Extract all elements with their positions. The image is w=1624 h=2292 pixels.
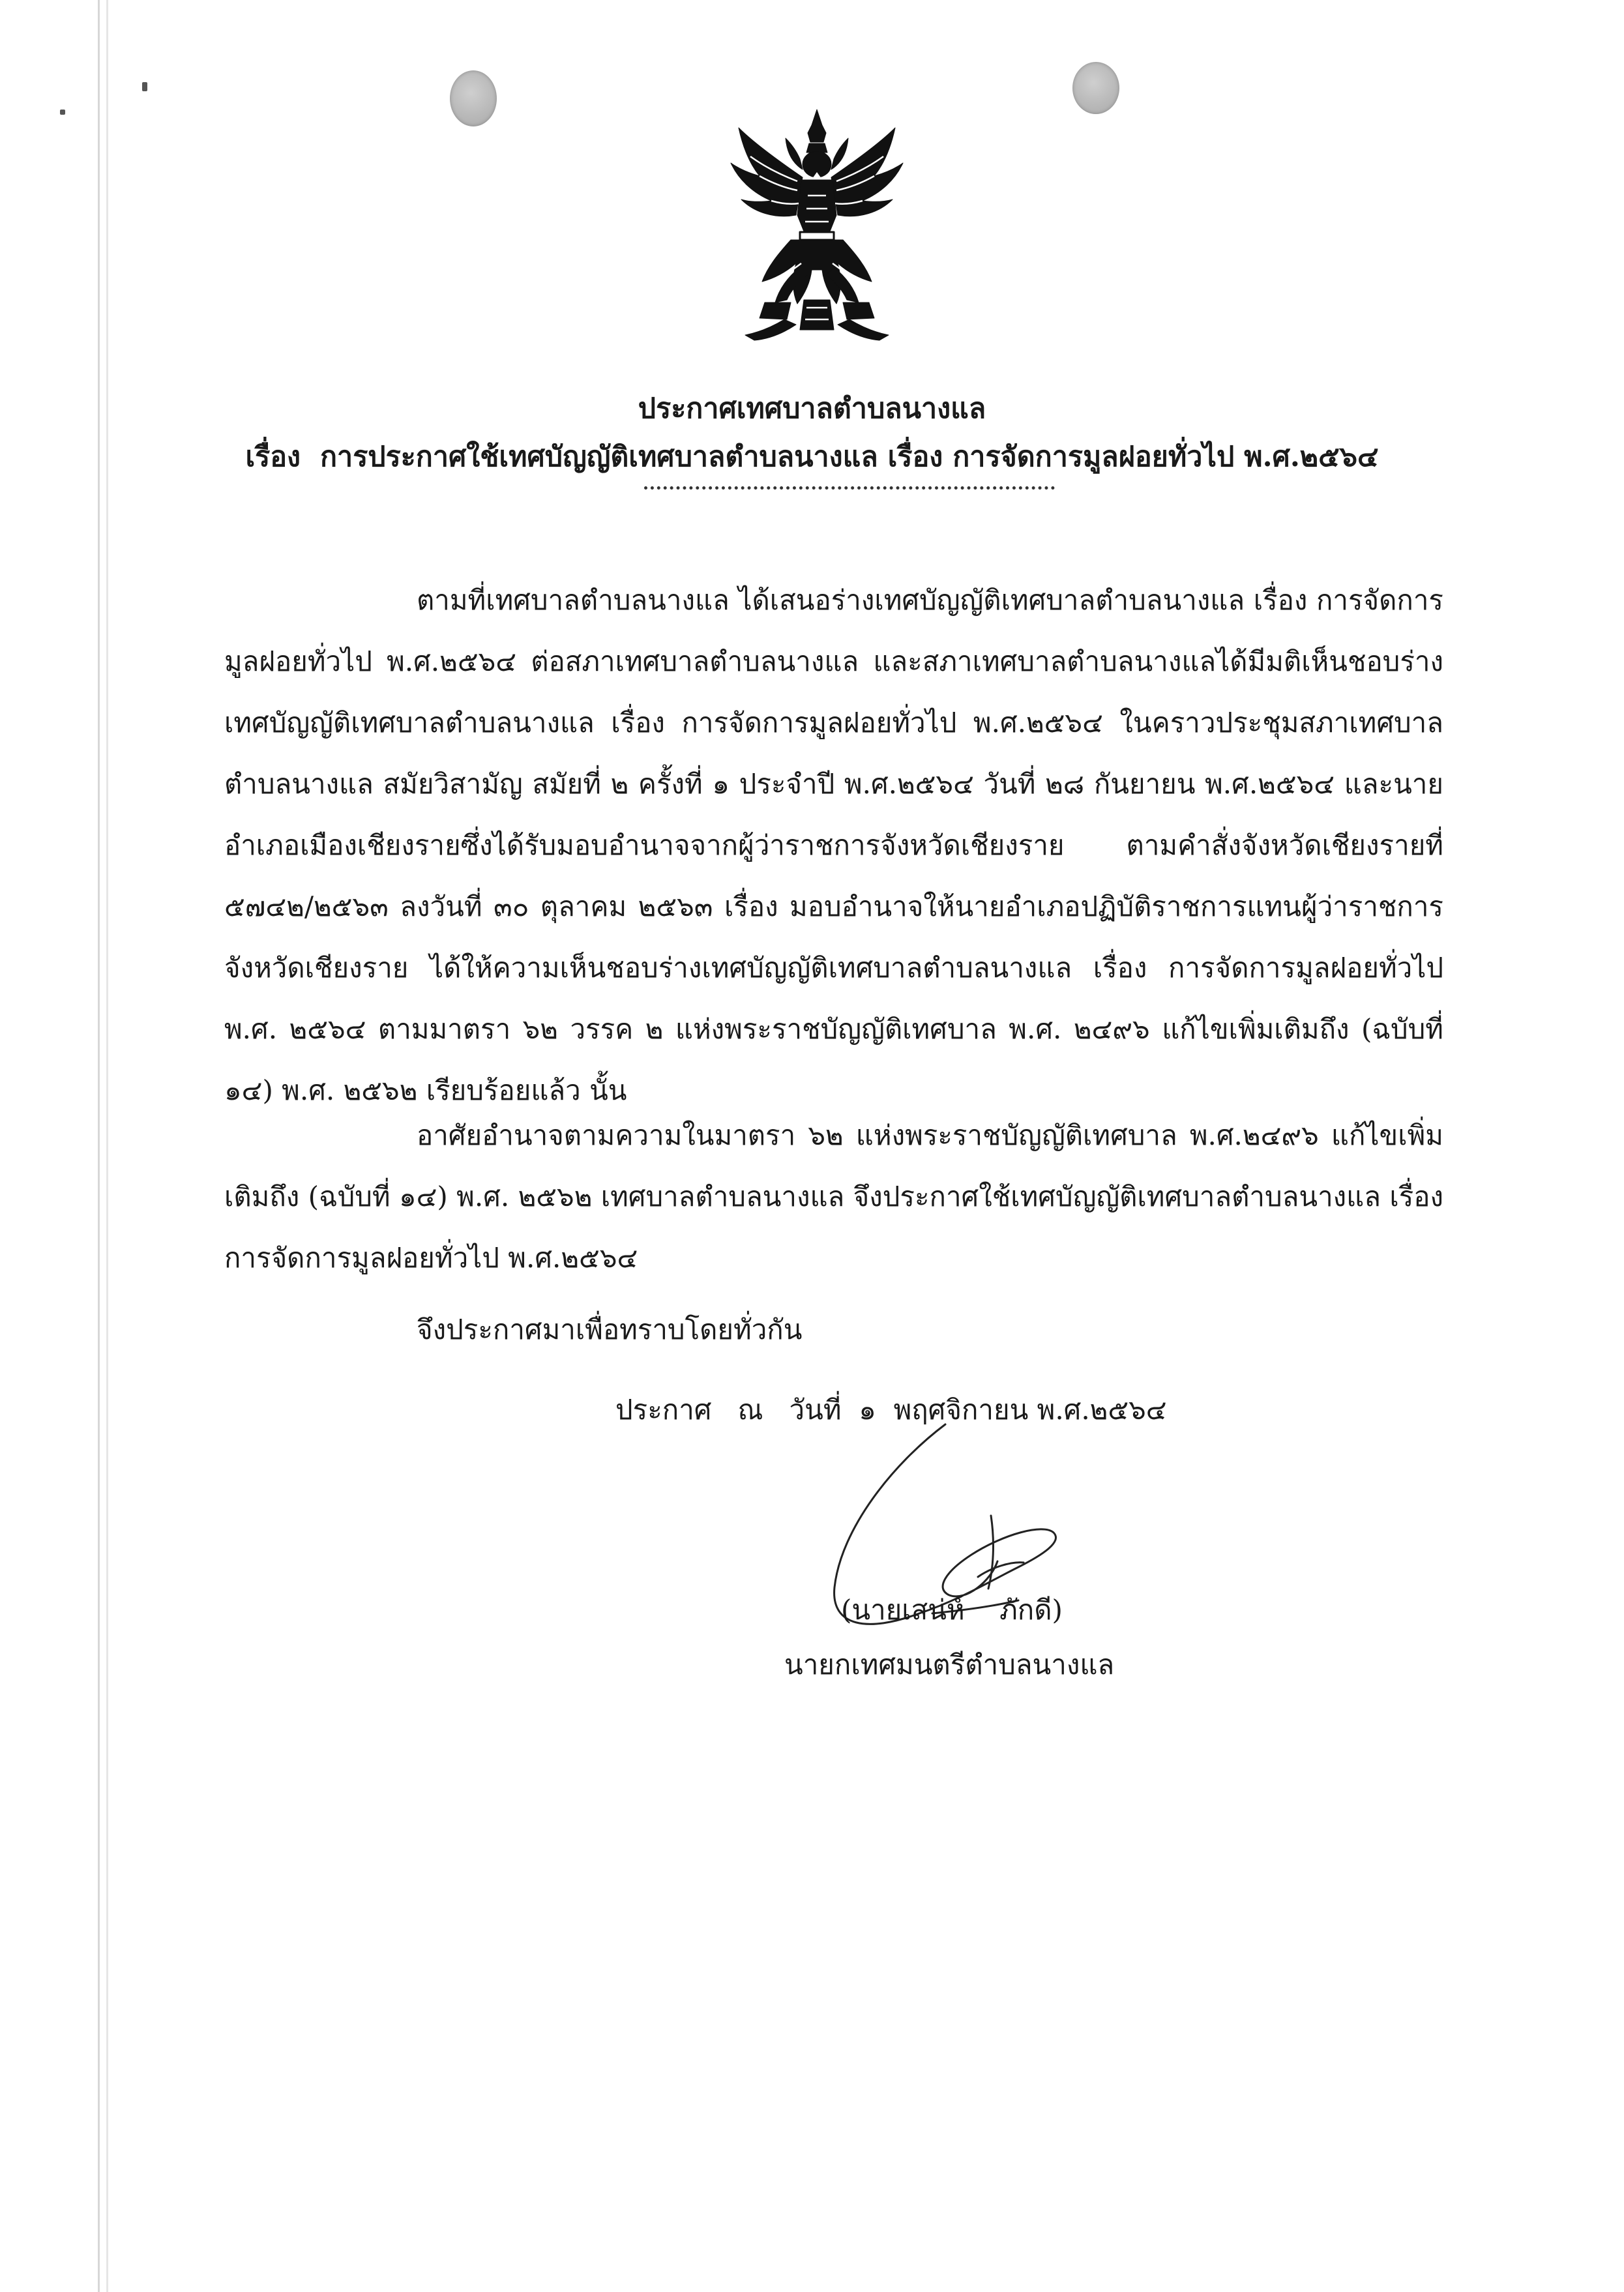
garuda-emblem-icon (719, 104, 915, 345)
body-paragraph-2: อาศัยอำนาจตามความในมาตรา ๖๒ แห่งพระราชบัญญัติเทศบาล พ.ศ.๒๔๙๖ แก้ไขเพิ่มเติมถึง (ฉบับที่ ๑๔) พ.ศ. ๒๕๖๒ เทศบาลตำบลนางแล จึงประกาศใช้เทศบัญญัติเทศบาลตำบลนางแล เรื่อง การจัดการมูลฝอยทั่วไป พ.ศ.๒๕๖๔ (224, 1119, 1443, 1274)
document-title-text: ประกาศเทศบาลตำบลนางแล (638, 392, 986, 425)
punch-hole-left (450, 70, 497, 126)
subject-text: การประกาศใช้เทศบัญญัติเทศบาลตำบลนางแล เรื่อง การจัดการมูลฝอยทั่วไป พ.ศ.๒๕๖๔ (320, 441, 1379, 473)
page-edge-line-secondary (106, 0, 108, 2292)
title-dotted-divider (644, 486, 1055, 490)
page-edge-line (98, 0, 100, 2292)
document-title (0, 386, 1624, 430)
signer-name: (นายเสน่ห์ ภักดี) (841, 1594, 1063, 1626)
signer-title: นายกเทศมนตรีตำบลนางแล (784, 1649, 1115, 1681)
body-paragraph-3: จึงประกาศมาเพื่อทราบโดยทั่วกัน (417, 1314, 803, 1345)
punch-hole-right (1072, 62, 1119, 114)
announcement-date: ประกาศ ณ วันที่ ๑ พฤศจิกายน พ.ศ.๒๕๖๔ (615, 1394, 1167, 1426)
document-subject (0, 434, 1624, 478)
scan-speck (142, 82, 147, 91)
scan-speck (60, 110, 65, 115)
body-paragraph-1: ตามที่เทศบาลตำบลนางแล ได้เสนอร่างเทศบัญญัติเทศบาลตำบลนางแล เรื่อง การจัดการมูลฝอยทั่วไป พ.ศ.๒๕๖๔ ต่อสภาเทศบาลตำบลนางแล และสภาเทศบาลตำบลนางแลได้มีมติเห็นชอบร่างเทศบัญญัติเทศบาลตำบลนางแล เรื่อง การจัดการมูลฝอยทั่วไป พ.ศ.๒๕๖๔ ในคราวประชุมสภาเทศบาลตำบลนางแล สมัยวิสามัญ สมัยที่ ๒ ครั้งที่ ๑ ประจำปี พ.ศ.๒๕๖๔ วันที่ ๒๘ กันยายน พ.ศ.๒๕๖๔ และนายอำเภอเมืองเชียงรายซึ่งได้รับมอบอำนาจจากผู้ว่าราชการจังหวัดเชียงราย ตามคำสั่งจังหวัดเชียงรายที่ ๕๗๔๒/๒๕๖๓ ลงวันที่ ๓๐ ตุลาคม ๒๕๖๓ เรื่อง มอบอำนาจให้นายอำเภอปฏิบัติราชการแทนผู้ว่าราชการจังหวัดเชียงราย ได้ให้ความเห็นชอบร่างเทศบัญญัติเทศบาลตำบลนางแล เรื่อง การจัดการมูลฝอยทั่วไป พ.ศ. ๒๕๖๔ ตามมาตรา ๖๒ วรรค ๒ แห่งพระราชบัญญัติเทศบาล พ.ศ. ๒๔๙๖ แก้ไขเพิ่มเติมถึง (ฉบับที่ ๑๔) พ.ศ. ๒๕๖๒ เรียบร้อยแล้ว นั้น (224, 584, 1443, 1106)
subject-label: เรื่อง (245, 441, 301, 473)
